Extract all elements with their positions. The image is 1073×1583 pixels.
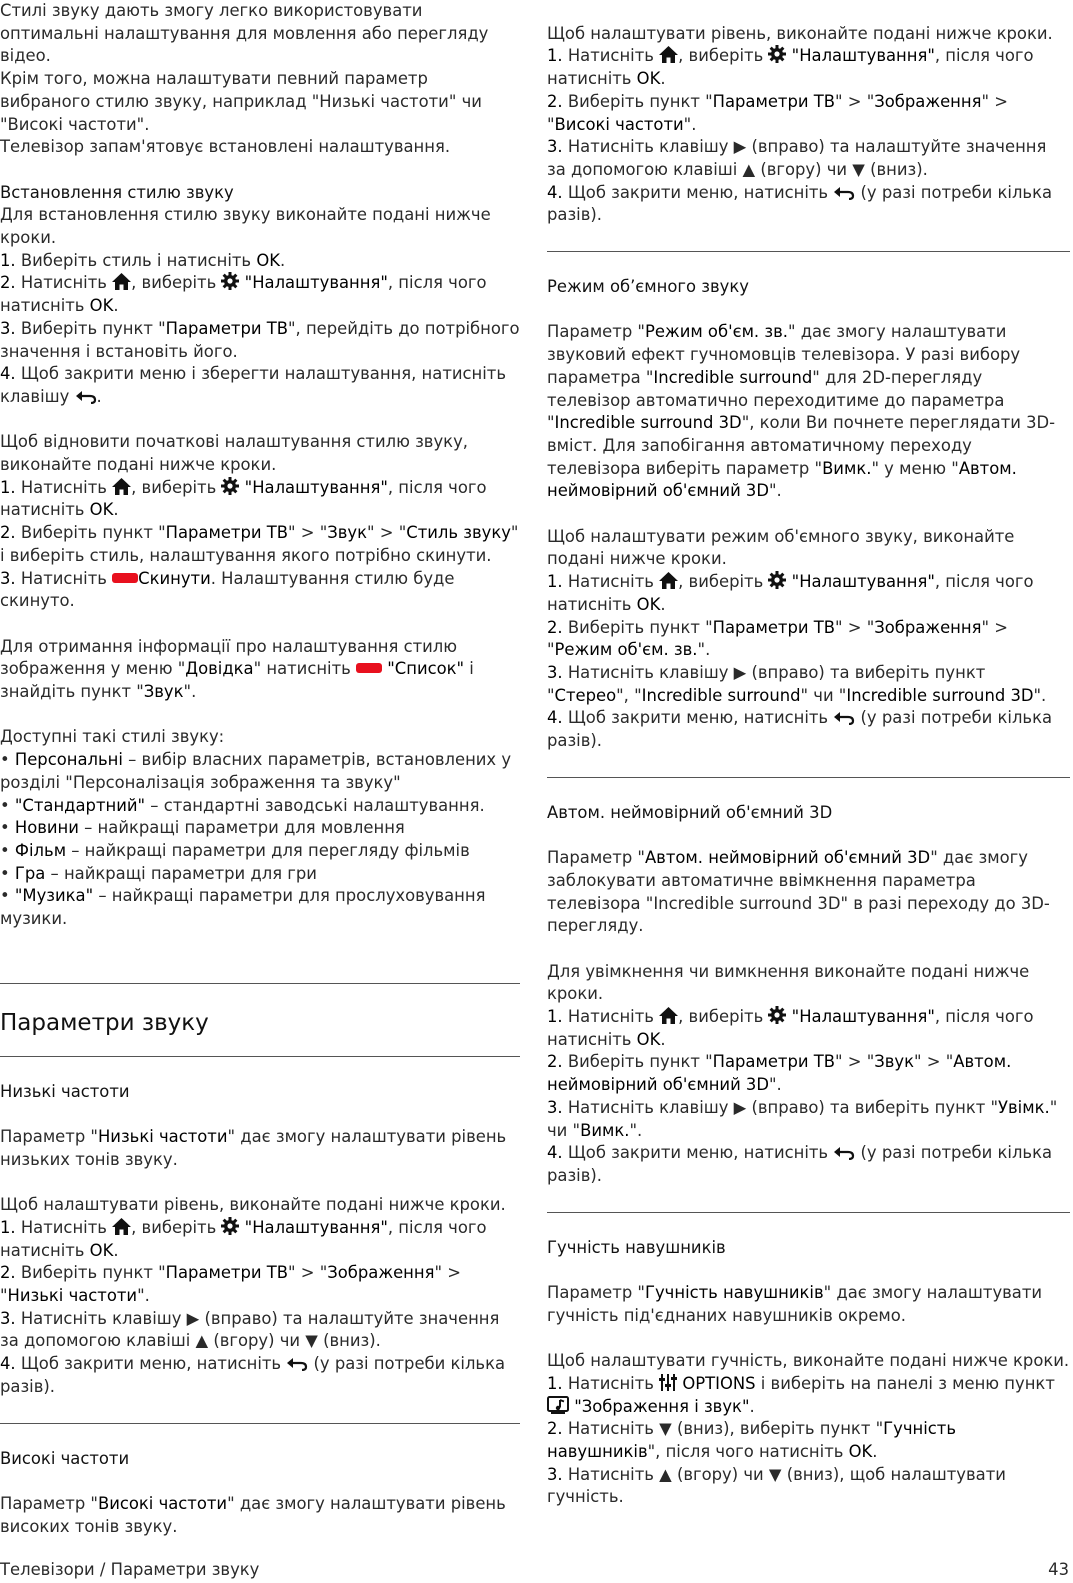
step: 3. Натисніть клавішу ▶ (вправо) та налаштуйте значення за допомогою клавіші ▲ (вгору) чи ▼ (вниз).: [547, 137, 1047, 179]
gear-icon: [768, 45, 786, 63]
list-item: • Фільм – найкращі параметри для перегляду фільмів: [0, 840, 470, 860]
paragraph: Для увімкнення чи вимкнення виконайте подані нижче кроки.: [547, 961, 1030, 1004]
heading-headphone-volume: Гучність навушників: [547, 1237, 726, 1257]
list-item: • "Музика" – найкращі параметри для прослуховування музики.: [0, 886, 486, 929]
step: 1. Виберіть стиль і натисніть OK.: [0, 250, 286, 270]
red-button-icon: [112, 573, 138, 583]
list-item: • Персональні – вибір власних параметрів, встановлених у розділі "Персоналізація зображення та звуку": [0, 750, 512, 792]
gear-icon: [221, 477, 239, 495]
back-icon: [286, 1357, 308, 1371]
paragraph: Параметр "Гучність навушників" дає змогу налаштувати гучність під'єднаних навушників окремо.: [547, 1283, 1043, 1325]
step: 1. Натисніть , виберіть "Налаштування", після чого натисніть OK.: [0, 1217, 487, 1260]
heading-bass: Низькі частоти: [0, 1081, 130, 1101]
heading-surround: Режим об’ємного звуку: [547, 277, 749, 297]
paragraph: Доступні такі стилі звуку:: [0, 727, 225, 747]
right-arrow-icon: ▶: [733, 662, 747, 682]
section-title: Параметри звуку: [0, 1009, 209, 1036]
paragraph: Телевізор запам'ятовує встановлені налаштування.: [0, 137, 451, 157]
paragraph: Для отримання інформації про налаштування стилю зображення у меню "Довідка" натисніть "Список" і знайдіть пункт "Звук".: [0, 636, 474, 702]
step: 4. Щоб закрити меню, натисніть (у разі потреби кілька разів).: [547, 1143, 1053, 1185]
step: 1. Натисніть OPTIONS і виберіть на панелі з меню пункт "Зображення і звук".: [547, 1373, 1055, 1416]
home-icon: [112, 478, 131, 495]
step: 4. Щоб закрити меню, натисніть (у разі потреби кілька разів).: [547, 708, 1053, 751]
down-arrow-icon: ▼: [768, 1464, 782, 1484]
right-arrow-icon: ▶: [733, 1097, 747, 1117]
step: 3. Натисніть клавішу ▶ (вправо) та виберіть пункт "Стерео", "Incredible surround" чи "Incredible surround 3D".: [547, 662, 1047, 705]
step: 2. Виберіть пункт "Параметри ТВ" > "Зображення" > "Режим об'єм. зв.".: [547, 617, 1008, 660]
home-icon: [659, 572, 678, 589]
left-column: [0, 0, 520, 1538]
paragraph: Параметр "Режим об'єм. зв." дає змогу налаштувати звуковий ефект гучномовців телевізора. У разі вибору параметра "Incredible surround" для 2D-перегляду телевізор автоматично переходитиме до параметра "Incredible surround 3D", коли Ви почнете переглядати 3D-вміст. Для запобігання автоматичному переходу телевізора виберіть параметр "Вимк." у меню "Автом. неймовірний об'ємний 3D".: [547, 322, 1056, 501]
options-icon: [659, 1374, 677, 1391]
down-arrow-icon: ▼: [305, 1331, 318, 1351]
step: 3. Натисніть Скинути. Налаштування стилю буде скинуто.: [0, 568, 455, 611]
up-arrow-icon: ▲: [742, 159, 756, 179]
home-icon: [659, 46, 678, 63]
step: 1. Натисніть , виберіть "Налаштування", після чого натисніть OK.: [547, 1007, 1034, 1049]
step: 2. Натисніть , виберіть "Налаштування", після чого натисніть OK.: [0, 273, 487, 316]
step: 2. Виберіть пункт "Параметри ТВ" > "Зображення" > "Низькі частоти".: [0, 1263, 461, 1306]
down-arrow-icon: ▼: [659, 1419, 672, 1439]
paragraph: Щоб налаштувати режим об'ємного звуку, виконайте подані нижче кроки.: [547, 526, 1015, 569]
step: 1. Натисніть , виберіть "Налаштування", після чого натисніть OK.: [547, 46, 1034, 89]
step: 1. Натисніть , виберіть "Налаштування", після чого натисніть OK.: [547, 572, 1034, 614]
step: 3. Натисніть клавішу ▶ (вправо) та налаштуйте значення за допомогою клавіші ▲ (вгору) чи ▼ (вниз).: [0, 1308, 500, 1351]
gear-icon: [768, 1006, 786, 1024]
gear-icon: [221, 272, 239, 290]
paragraph: Щоб налаштувати гучність, виконайте подані нижче кроки.: [547, 1351, 1070, 1371]
step: 2. Натисніть ▼ (вниз), виберіть пункт "Гучність навушників", після чого натисніть OK.: [547, 1419, 956, 1461]
paragraph: Щоб налаштувати рівень, виконайте подані нижче кроки.: [547, 23, 1053, 43]
step: 4. Щоб закрити меню, натисніть (у разі потреби кілька разів).: [547, 182, 1053, 225]
right-column: [547, 0, 1070, 1509]
paragraph: Параметр "Високі частоти" дає змогу налаштувати рівень високих тонів звуку.: [0, 1493, 506, 1536]
step: 3. Виберіть пункт "Параметри ТВ", перейдіть до потрібного значення і встановіть його.: [0, 318, 520, 361]
down-arrow-icon: ▼: [852, 159, 865, 179]
red-button-icon: [356, 663, 382, 673]
home-icon: [112, 1218, 131, 1235]
footer-breadcrumb: Телевізори / Параметри звуку: [0, 1560, 260, 1579]
step: 3. Натисніть ▲ (вгору) чи ▼ (вниз), щоб налаштувати гучність.: [547, 1464, 1006, 1507]
paragraph: Стилі звуку дають змогу легко використовувати оптимальні налаштування для мовлення або перегляду відео.: [0, 1, 489, 66]
paragraph: Щоб налаштувати рівень, виконайте подані нижче кроки.: [0, 1195, 506, 1215]
picture-sound-icon: [547, 1396, 569, 1414]
gear-icon: [768, 571, 786, 589]
paragraph: Щоб відновити початкові налаштування стилю звуку, виконайте подані нижче кроки.: [0, 432, 468, 475]
step: 4. Щоб закрити меню і зберегти налаштування, натисніть клавішу .: [0, 364, 507, 406]
up-arrow-icon: ▲: [195, 1331, 209, 1351]
paragraph: Крім того, можна налаштувати певний параметр вибраного стилю звуку, наприклад "Низькі частоти" чи "Високі частоти".: [0, 69, 482, 134]
home-icon: [659, 1007, 678, 1024]
heading-treble: Високі частоти: [0, 1448, 130, 1468]
gear-icon: [221, 1217, 239, 1235]
step: 2. Виберіть пункт "Параметри ТВ" > "Звук" > "Стиль звуку" і виберіть стиль, налаштування якого потрібно скинути.: [0, 523, 519, 565]
list-item: • Новини – найкращі параметри для мовлення: [0, 818, 405, 838]
paragraph: Для встановлення стилю звуку виконайте подані нижче кроки.: [0, 205, 491, 248]
step: 2. Виберіть пункт "Параметри ТВ" > "Звук" > "Автом. неймовірний об'ємний 3D".: [547, 1052, 1012, 1095]
right-arrow-icon: ▶: [186, 1308, 200, 1328]
right-arrow-icon: ▶: [733, 137, 747, 157]
up-arrow-icon: ▲: [659, 1464, 672, 1484]
step: 4. Щоб закрити меню, натисніть (у разі потреби кілька разів).: [0, 1354, 506, 1396]
back-icon: [833, 711, 855, 725]
step: 1. Натисніть , виберіть "Налаштування", після чого натисніть OK.: [0, 477, 487, 520]
list-item: • "Стандартний" – стандартні заводські налаштування.: [0, 795, 485, 815]
back-icon: [75, 390, 97, 404]
step: 2. Виберіть пункт "Параметри ТВ" > "Зображення" > "Високі частоти".: [547, 91, 1008, 134]
step: 3. Натисніть клавішу ▶ (вправо) та виберіть пункт "Увімк." чи "Вимк.".: [547, 1097, 1058, 1140]
heading-install-style: Встановлення стилю звуку: [0, 182, 234, 202]
paragraph: Параметр "Автом. неймовірний об'ємний 3D" дає змогу заблокувати автоматичне ввімкнення параметра телевізора "Incredible surround 3D" в разі переходу до 3D-перегляду.: [547, 848, 1050, 936]
heading-auto-3d: Автом. неймовірний об'ємний 3D: [547, 802, 833, 822]
back-icon: [833, 186, 855, 200]
page-number: 43: [1048, 1560, 1069, 1579]
paragraph: Параметр "Низькі частоти" дає змогу налаштувати рівень низьких тонів звуку.: [0, 1127, 507, 1169]
home-icon: [112, 273, 131, 290]
list-item: • Гра – найкращі параметри для гри: [0, 863, 317, 883]
back-icon: [833, 1146, 855, 1160]
